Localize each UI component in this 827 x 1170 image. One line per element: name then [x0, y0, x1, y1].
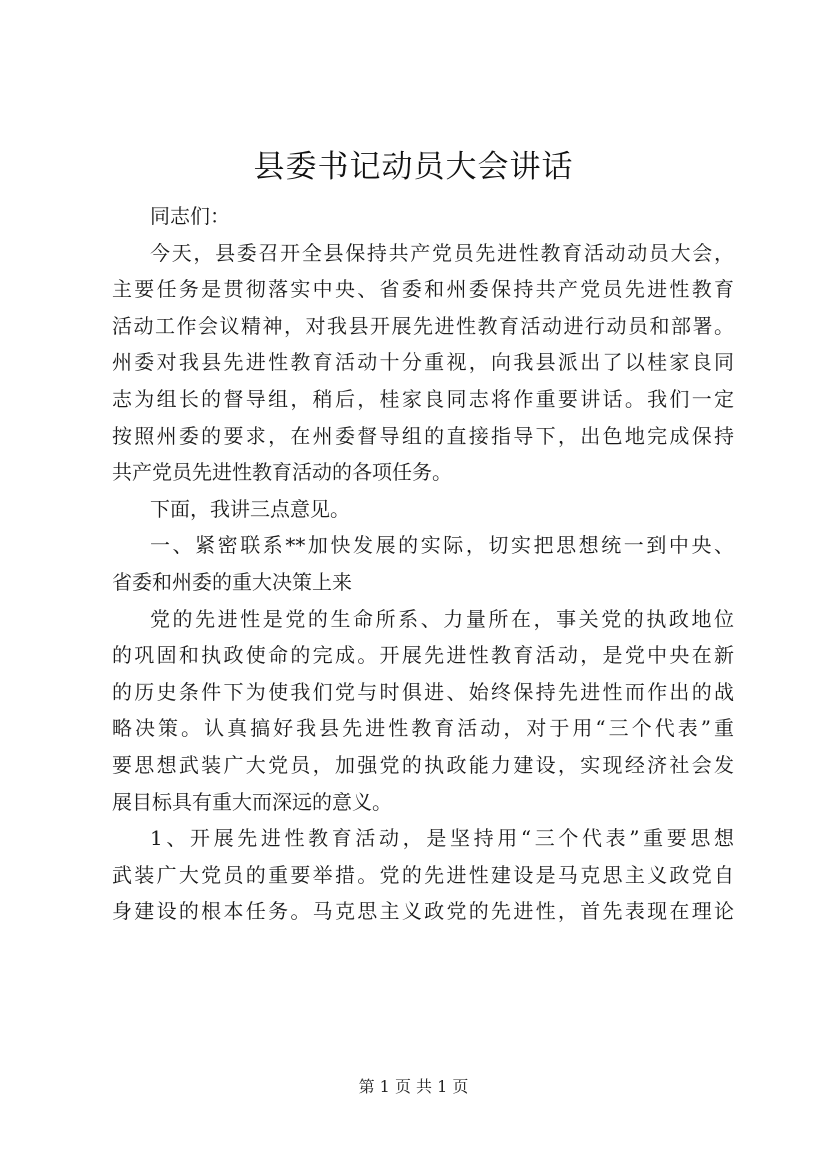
text-line: 共产党员先进性教育活动的各项任务。: [112, 460, 452, 485]
text-line: 志为组长的督导组，稍后，桂家良同志将作重要讲话。我们一定: [112, 386, 734, 411]
document-title: 县委书记动员大会讲话: [253, 149, 574, 185]
text-line: 展目标具有重大而深远的意义。: [112, 789, 392, 814]
document-body: [112, 198, 734, 930]
text-line: 党的先进性是党的生命所系、力量所在，事关党的执政地位: [150, 606, 734, 631]
text-line: 按照州委的要求，在州委督导组的直接指导下，出色地完成保持: [112, 423, 734, 448]
text-line: 的历史条件下为使我们党与时俱进、始终保持先进性而作出的战: [112, 679, 734, 704]
text-line: 下面，我讲三点意见。: [150, 496, 350, 521]
text-line: 主要任务是贯彻落实中央、省委和州委保持共产党员先进性教育: [112, 277, 734, 302]
text-line: 一、紧密联系**加快发展的实际，切实把思想统一到中央、: [150, 533, 734, 558]
text-line: 的巩固和执政使命的完成。开展先进性教育活动，是党中央在新: [112, 643, 734, 668]
page-footer: 第 1 页 共 1 页: [358, 1077, 469, 1096]
text-line: 活动工作会议精神，对我县开展先进性教育活动进行动员和部署。: [112, 313, 734, 338]
text-line: 1、开展先进性教育活动，是坚持用“三个代表”重要思想: [150, 826, 734, 851]
text-line: 略决策。认真搞好我县先进性教育活动，对于用“三个代表”重: [112, 716, 734, 741]
text-line: 今天，县委召开全县保持共产党员先进性教育活动动员大会，: [150, 240, 734, 265]
text-line: 同志们：: [150, 204, 230, 228]
text-line: 州委对我县先进性教育活动十分重视，向我县派出了以桂家良同: [112, 350, 734, 375]
text-line: 要思想武装广大党员，加强党的执政能力建设，实现经济社会发: [112, 752, 734, 777]
text-line: 身建设的根本任务。马克思主义政党的先进性，首先表现在理论: [112, 899, 734, 924]
text-line: 省委和州委的重大决策上来: [112, 569, 352, 594]
text-line: 武装广大党员的重要举措。党的先进性建设是马克思主义政党自: [112, 862, 734, 887]
